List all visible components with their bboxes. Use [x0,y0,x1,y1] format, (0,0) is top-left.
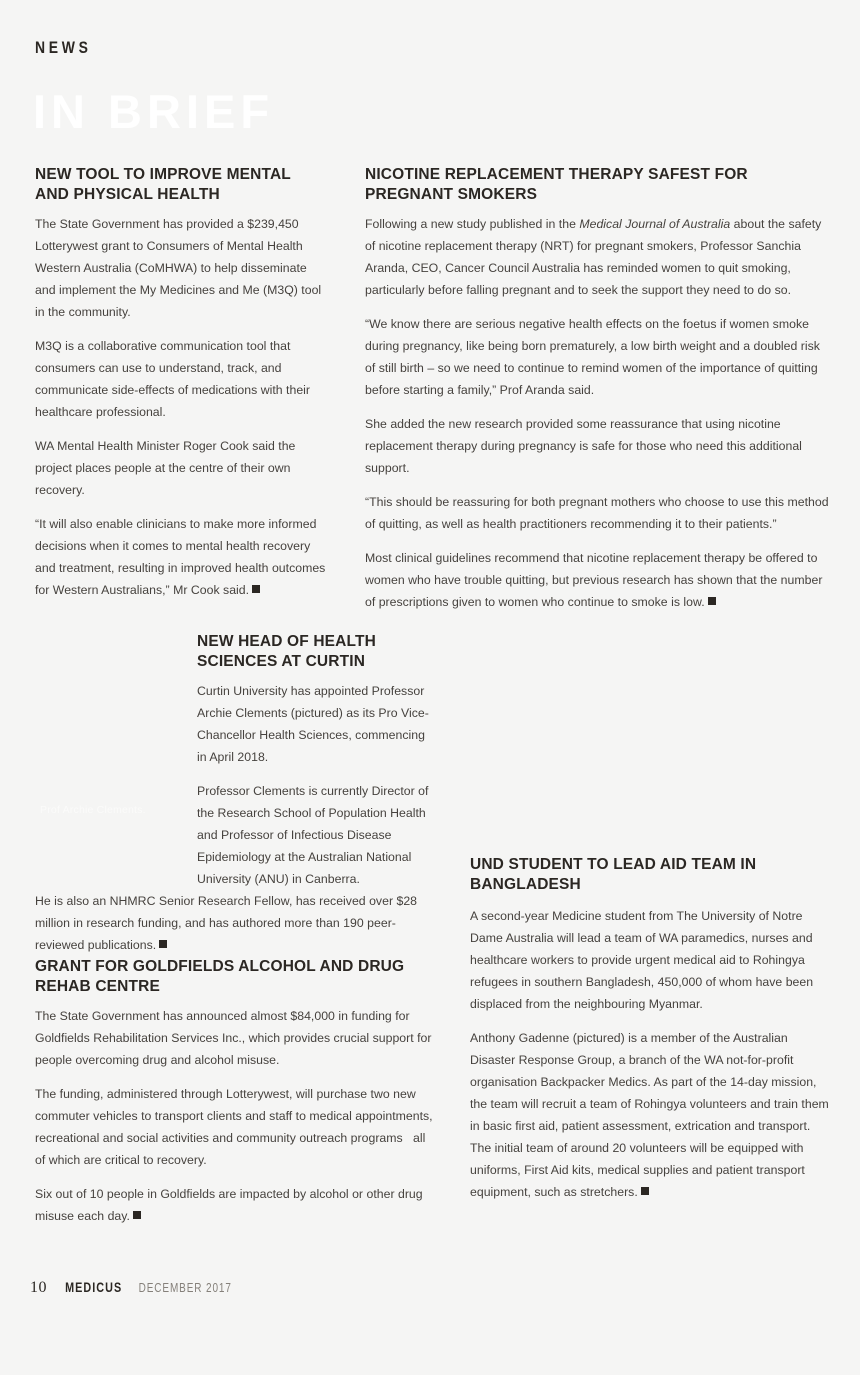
journal-title: Medical Journal of Australia [579,217,731,232]
lead-text-before: Following a new study published in the [365,217,580,232]
photo-anthony-gadenne [470,618,830,833]
issue-date: DECEMBER 2017 [139,1281,233,1295]
article-paragraph-final [35,513,327,601]
article-paragraph: The State Government has announced almost $84,000 in funding for Goldfields Rehabilitation Services Inc., which provides crucial support for people overcoming drug and alcohol misuse. [35,1009,432,1068]
article-body-wrapped [197,632,435,890]
end-of-article-marker [641,1187,649,1195]
article-paragraph: The funding, administered through Lotterywest, will purchase two new commuter vehicles to transport clients and staff to medical appointments, recreational and social activities and community outreach programs all of which are critical to recovery. [35,1087,433,1168]
paragraph-text: He is also an NHMRC Senior Research Fellow, has received over $28 million in research funding, and has authored more than 190 peer-reviewed publications. [35,894,418,953]
article-paragraph: “This should be reassuring for both pregnant mothers who choose to use this method of quitting, as well as health practitioners recommending it to their patients.” [365,495,829,532]
paragraph-text: Anthony Gadenne (pictured) is a member of the Australian Disaster Response Group, a branch of the WA not-for-profit organisation Backpacker Medics. As part of the 14-day mission, the team will recruit a team of Rohingya volunteers and train them in basic first aid, patient assessment, extrication and transport. The initial team of around 20 volunteers will be equipped with uniforms, First Aid kits, medical supplies and patient transport equipment, such as stretchers. [470,1031,829,1200]
article-paragraph-final [470,1027,830,1203]
article-heading: GRANT FOR GOLDFIELDS ALCOHOL AND DRUG REHAB CENTRE [35,958,405,995]
article-goldfields [35,957,435,1227]
article-curtin [35,632,435,956]
article-bangladesh [470,855,830,1203]
end-of-article-marker [159,940,167,948]
page-title: IN BRIEF [33,85,275,138]
article-paragraph-final [35,1183,435,1227]
end-of-article-marker [252,585,260,593]
end-of-article-marker [133,1211,141,1219]
article-paragraph: The State Government has provided a $239,450 Lotterywest grant to Consumers of Mental Health Western Australia (CoMHWA) to help disseminate and implement the My Medicines and Me (M3Q) tool in the community. [35,217,322,320]
page-number: 10 [30,1279,47,1296]
article-paragraph: “We know there are serious negative health effects on the foetus if women smoke during pregnancy, like being born prematurely, a low birth weight and a doubled risk of still birth – so we need to continue to remind women of the importance of quitting before starting a family,” Prof Aranda said. [365,317,820,398]
article-paragraph: WA Mental Health Minister Roger Cook said the project places people at the centre of their own recovery. [35,439,296,498]
article-paragraph: M3Q is a collaborative communication tool that consumers can use to understand, track, and communicate side-effects of medications with their healthcare professional. [35,339,311,420]
article-paragraph-lead [365,213,830,301]
article-heading: UND STUDENT TO LEAD AID TEAM IN BANGLADESH [470,856,757,893]
article-paragraph: Curtin University has appointed Professor Archie Clements (pictured) as its Pro Vice-Chancellor Health Sciences, commencing in April 2018. [197,684,429,765]
end-of-article-marker [708,597,716,605]
article-mental-health [35,165,327,601]
article-heading: NEW HEAD OF HEALTH SCIENCES AT CURTIN [197,633,376,670]
section-kicker: NEWS [35,38,92,57]
lead-text-after: about the safety of nicotine replacement therapy (NRT) for pregnant smokers, Professor Sanchia Aranda, CEO, Cancer Council Australia has reminded women to quit smoking, particularly before falling pregnant and to seek the support they need to do so. [365,217,822,298]
paragraph-text: Most clinical guidelines recommend that nicotine replacement therapy be offered to women who have trouble quitting, but previous research has shown that the number of prescriptions given to women who continue to smoke is low. [365,551,823,610]
paragraph-text: Six out of 10 people in Goldfields are impacted by alcohol or other drug misuse each day. [35,1187,423,1224]
article-paragraph: A second-year Medicine student from The University of Notre Dame Australia will lead a team of WA paramedics, nurses and healthcare workers to provide urgent medical aid to Rohingya refugees in southern Bangladesh, 450,000 of whom have been displaced from the neighbouring Myanmar. [470,909,814,1012]
article-heading: NEW TOOL TO IMPROVE MENTAL AND PHYSICAL HEALTH [35,166,291,203]
paragraph-text: “It will also enable clinicians to make more informed decisions when it comes to mental health recovery and treatment, resulting in improved health outcomes for Western Australians,” Mr Cook said. [35,517,326,598]
article-body-fullwidth [35,890,435,956]
photo-caption: Prof Archie Clements. [40,804,146,816]
page-footer [30,1279,244,1297]
article-paragraph-final [35,890,435,956]
article-nicotine [365,165,830,613]
article-paragraph: She added the new research provided some reassurance that using nicotine replacement therapy during pregnancy is safe for those who need this additional support. [365,417,802,476]
article-paragraph-final [365,547,830,613]
publication-name: MEDICUS [65,1280,123,1295]
photo-archie-clements [35,632,187,832]
article-heading: NICOTINE REPLACEMENT THERAPY SAFEST FOR PREGNANT SMOKERS [365,166,748,203]
article-paragraph: Professor Clements is currently Director of the Research School of Population Health and Professor of Infectious Disease Epidemiology at the Australian National University (ANU) in Canberra. [197,784,429,887]
